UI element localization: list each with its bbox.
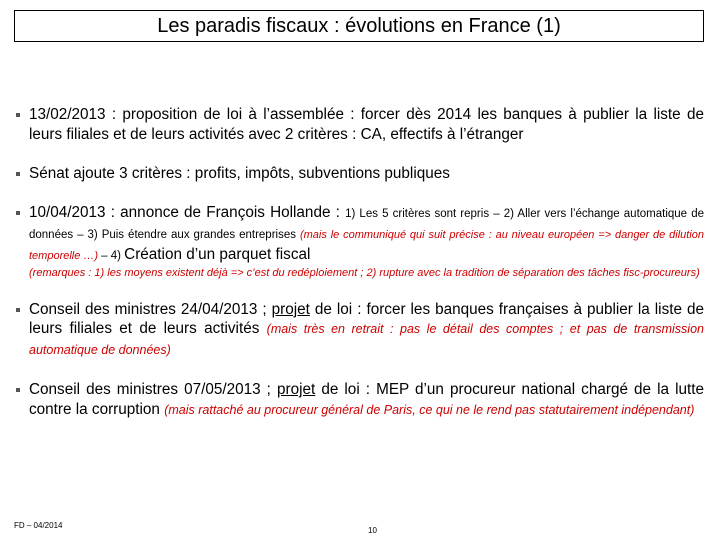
bullet-text-main: Création d’un parquet fiscal	[124, 245, 311, 263]
bullet-square-icon	[16, 308, 20, 312]
bullet-text-small: – 4)	[101, 249, 125, 262]
bullet-square-icon	[16, 211, 20, 215]
bullet-text-main: Conseil des ministres 24/04/2013 ;	[29, 300, 272, 318]
bullet-text-small: 1) Les 5 critères sont repris – 2) Aller vers l’échange automatique de données – 3) Puis étendre aux grandes entreprises	[29, 207, 704, 241]
slide-title: Les paradis fiscaux : évolutions en France (1)	[14, 10, 704, 42]
bullet-item-2	[14, 164, 704, 184]
bullet-text-main: Conseil des ministres 07/05/2013 ;	[29, 381, 277, 398]
bullet-text-main: de loi : MEP d’un procureur national chargé de la lutte contre la corruption	[29, 381, 704, 418]
bullet-note: (mais le communiqué qui suit précise : au niveau européen => danger de dilution temporelle …)	[29, 228, 704, 262]
bullet-text: Sénat ajoute 3 critères : profits, impôts, subventions publiques	[29, 165, 450, 182]
bullet-square-icon	[16, 388, 20, 392]
underlined-word: projet	[277, 381, 316, 398]
bullet-note: (mais très en retrait : pas le détail des comptes ; et pas de transmission automatique de données)	[29, 322, 704, 357]
bullet-item-5	[14, 380, 704, 420]
underlined-word: projet	[271, 300, 310, 318]
bullet-text-main: de loi : forcer les banques françaises à publier la liste de leurs filiales et de leurs activités	[29, 300, 704, 337]
bullet-note: (remarques : 1) les moyens existent déjà => c’est du redéploiement ; 2) rupture avec la tradition de séparation des tâches fisc-procureurs)	[29, 266, 700, 279]
page-number: 10	[368, 526, 377, 535]
bullet-text-main: 10/04/2013 : annonce de François Hollande :	[29, 203, 346, 221]
bullet-square-icon	[16, 172, 20, 176]
bullet-note: (mais rattaché au procureur général de Paris, ce qui ne le rend pas statutairement indépendant)	[164, 402, 695, 417]
bullet-text: 13/02/2013 : proposition de loi à l’assemblée : forcer dès 2014 les banques à publier la liste de leurs filiales et de leurs activités avec 2 critères : CA, effectifs à l’étranger	[29, 106, 704, 143]
bullet-item-3	[14, 203, 704, 280]
bullet-square-icon	[16, 113, 20, 117]
bullet-list	[14, 100, 704, 420]
footer-author-date: FD – 04/2014	[14, 521, 63, 530]
bullet-item-1	[14, 105, 704, 144]
bullet-item-4	[14, 300, 704, 361]
